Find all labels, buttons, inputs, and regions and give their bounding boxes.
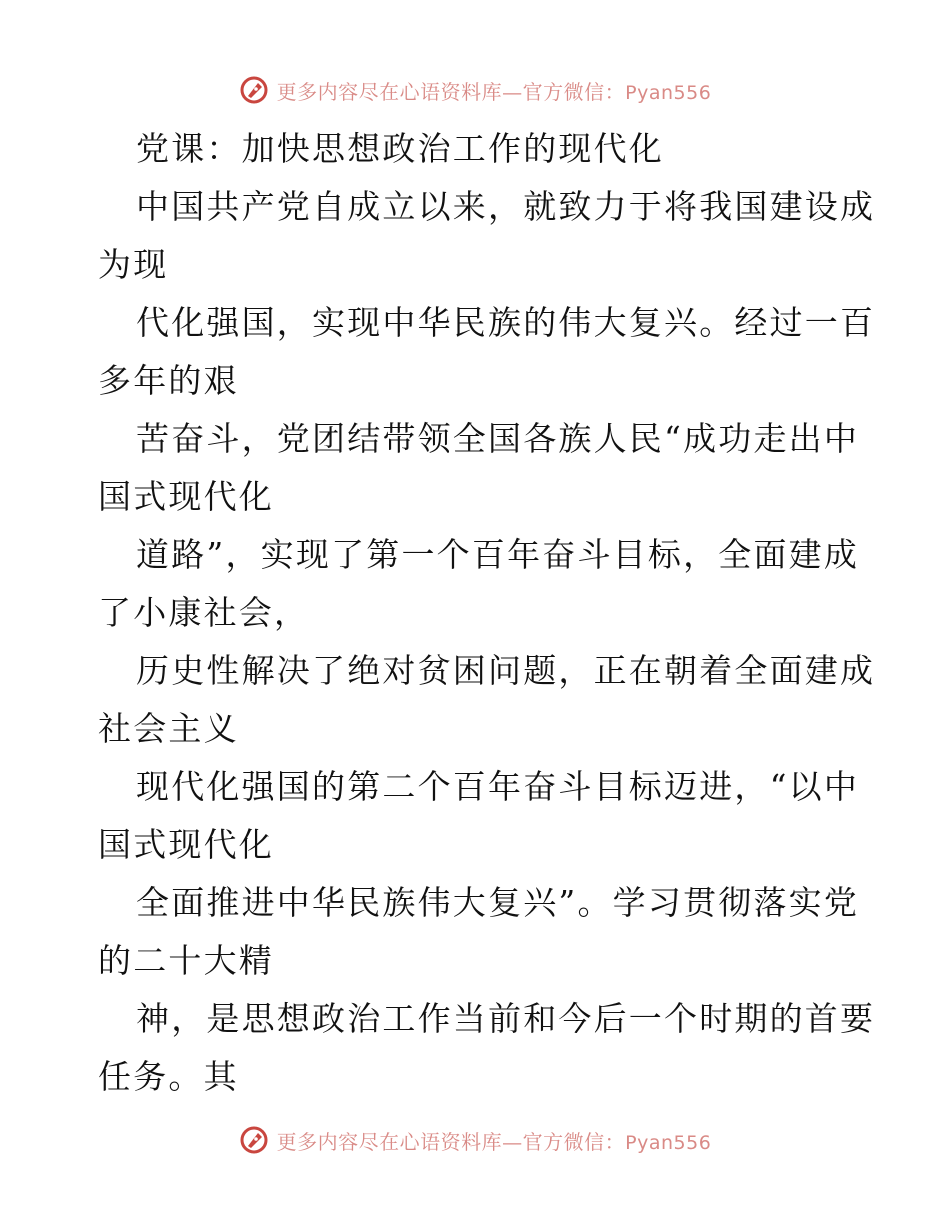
text-line: 为现 xyxy=(98,245,169,284)
text-line: 的二十大精 xyxy=(98,941,274,980)
text-line: 苦奋斗，党团结带领全国各族人民“成功走出中 xyxy=(136,419,860,458)
text-line: 代化强国，实现中华民族的伟大复兴。经过一百 xyxy=(136,303,876,342)
text-line: 全面推进中华民族伟大复兴”。学习贯彻落实党 xyxy=(136,883,860,922)
footer-watermark xyxy=(0,1120,950,1160)
document-title: 党课：加快思想政治工作的现代化 xyxy=(136,129,664,168)
text-line: 中国共产党自成立以来，就致力于将我国建设成 xyxy=(136,187,876,226)
watermark-wechat-id: Pyan556 xyxy=(625,81,712,104)
text-line: 历史性解决了绝对贫困问题，正在朝着全面建成 xyxy=(136,651,876,690)
text-line: 神，是思想政治工作当前和今后一个时期的首要 xyxy=(136,999,876,1038)
text-line: 国式现代化 xyxy=(98,477,274,516)
document-body xyxy=(98,120,876,1106)
watermark-wechat-id: Pyan556 xyxy=(625,1131,712,1154)
text-line: 任务。其 xyxy=(98,1057,239,1096)
pen-nib-circle-icon xyxy=(239,75,269,105)
text-line: 多年的艰 xyxy=(98,361,239,400)
text-line: 国式现代化 xyxy=(98,825,274,864)
header-watermark xyxy=(0,70,950,110)
text-line: 现代化强国的第二个百年奋斗目标迈进，“以中 xyxy=(136,767,860,806)
watermark-text: 更多内容尽在心语资料库—官方微信：Pyan556 xyxy=(276,79,712,104)
pen-nib-circle-icon xyxy=(239,1125,269,1155)
watermark-text: 更多内容尽在心语资料库—官方微信：Pyan556 xyxy=(276,1129,712,1154)
text-line: 了小康社会， xyxy=(98,593,310,632)
text-line: 道路”，实现了第一个百年奋斗目标，全面建成 xyxy=(136,535,860,574)
text-line: 社会主义 xyxy=(98,709,239,748)
